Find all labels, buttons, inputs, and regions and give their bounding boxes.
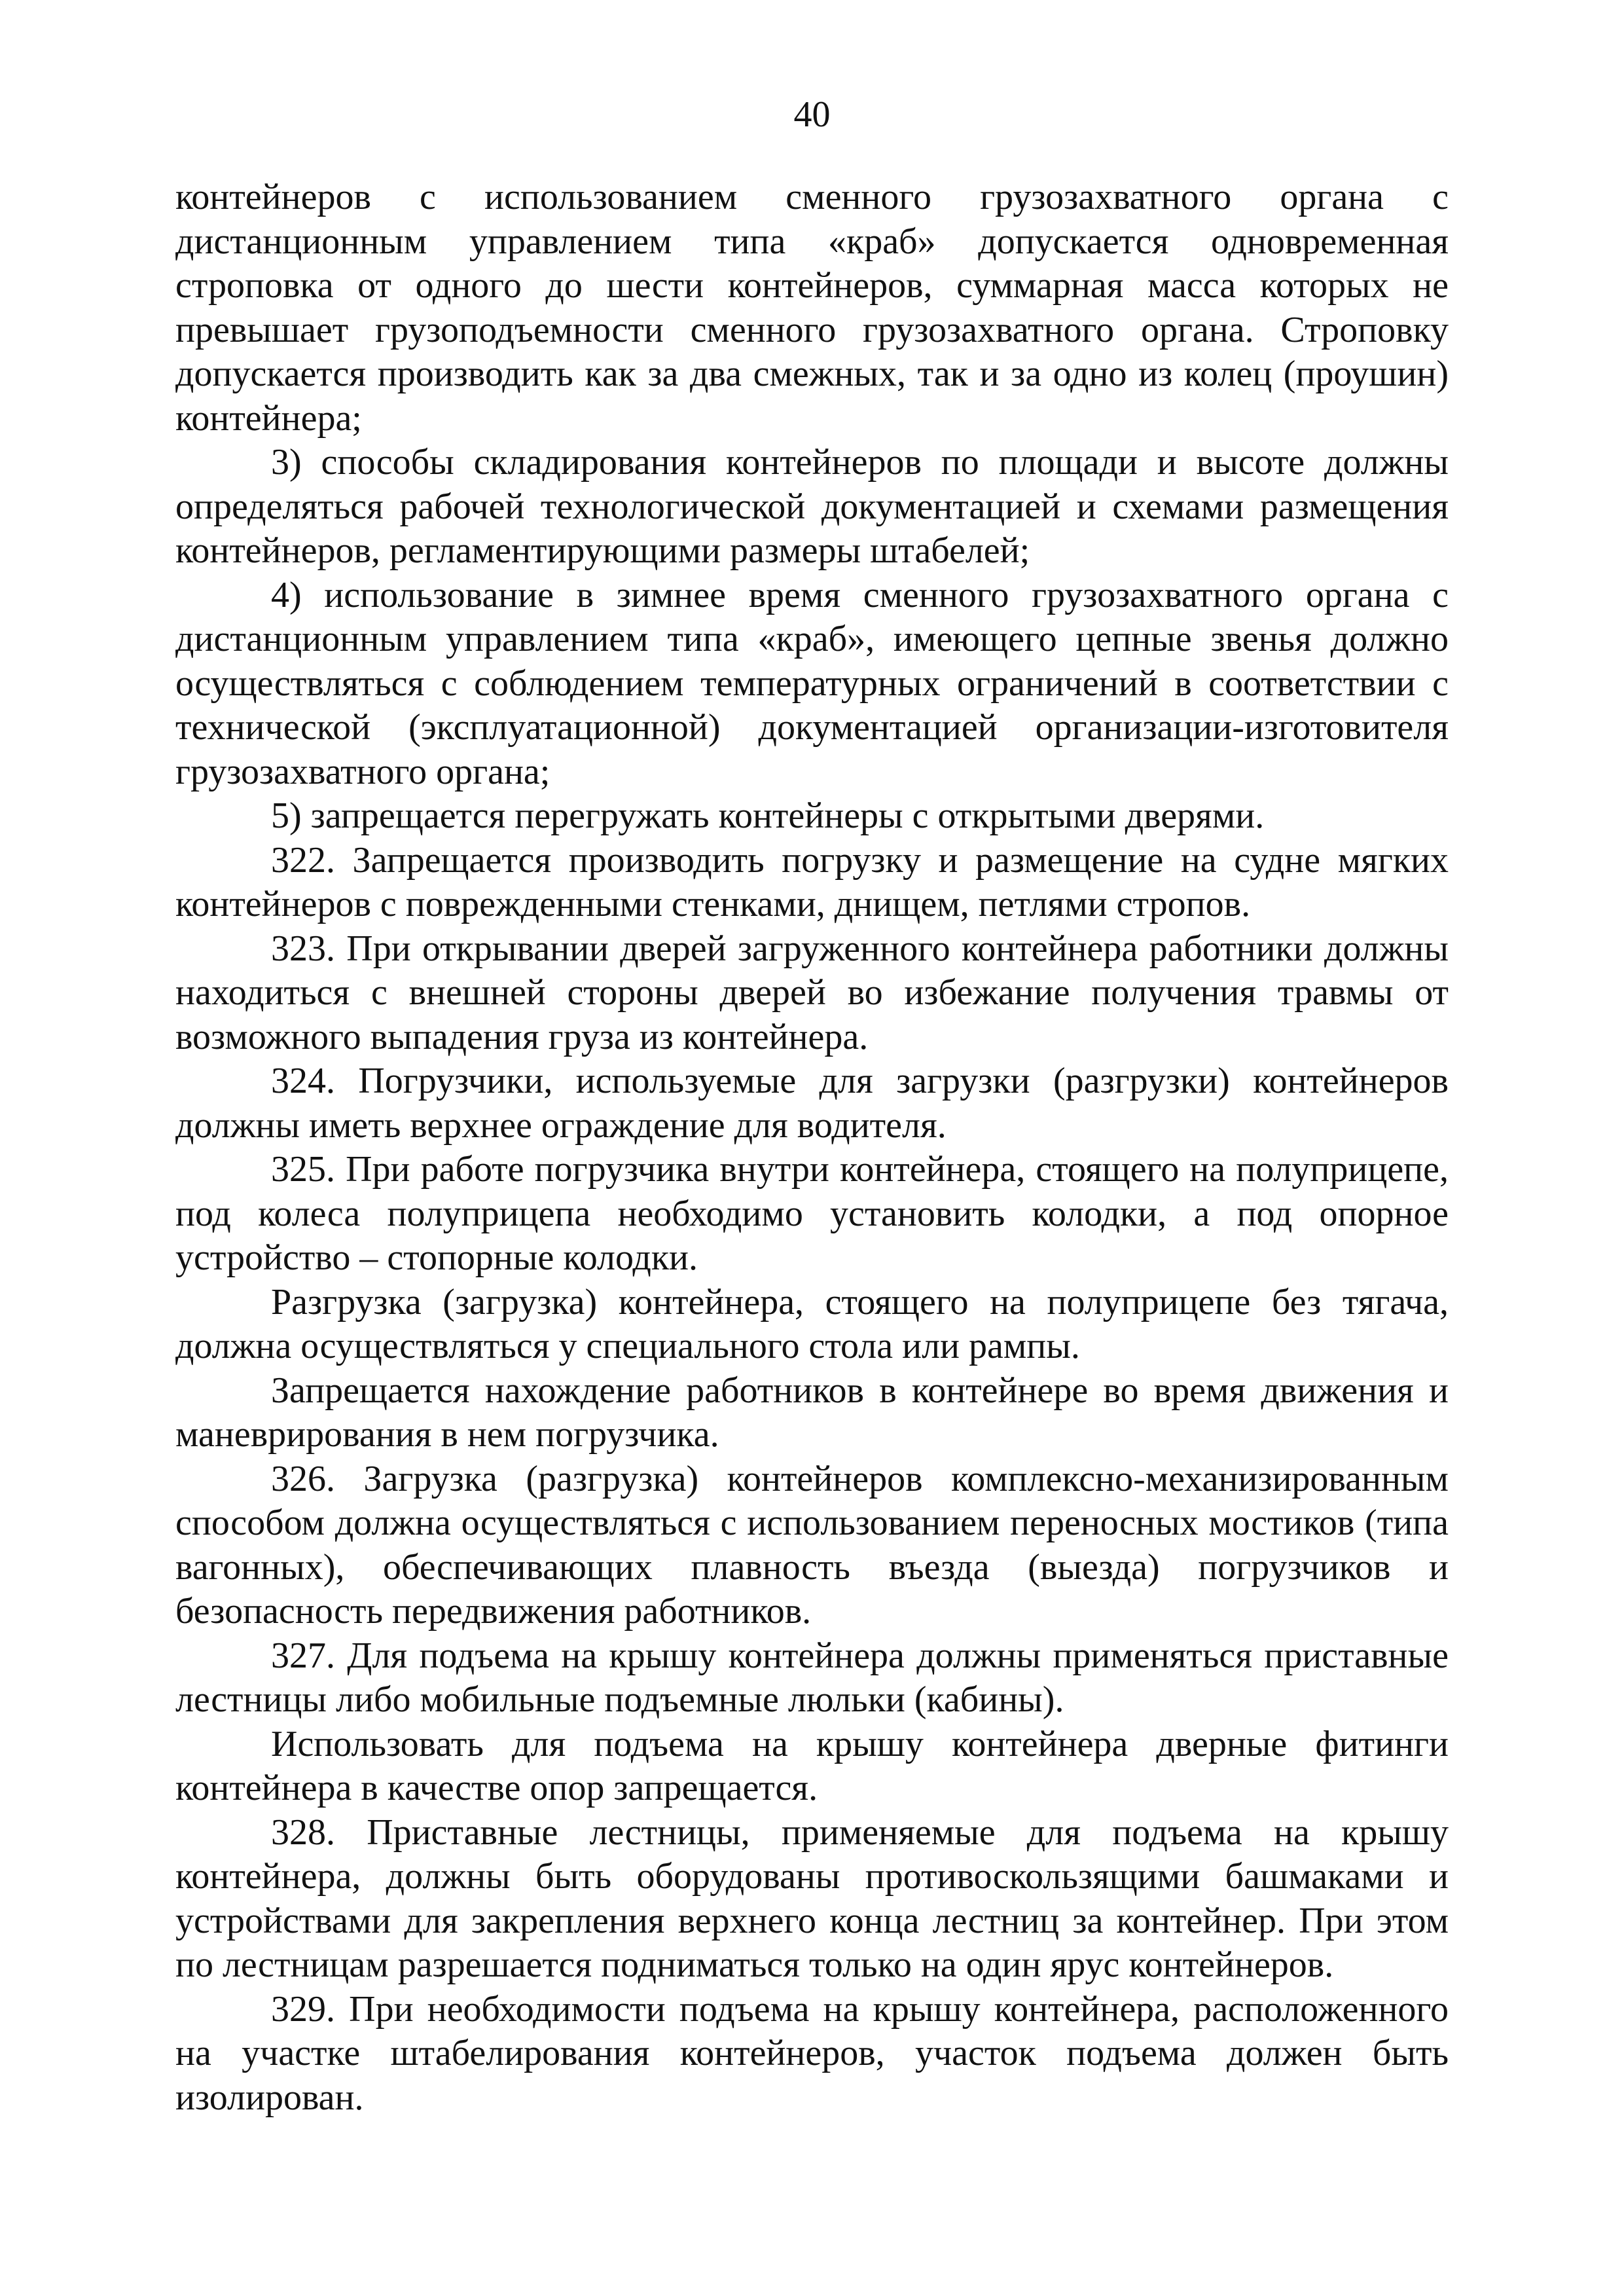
paragraph-item-5: 5) запрещается перегружать контейнеры с открытыми дверями. bbox=[271, 795, 1265, 836]
paragraph-325-unloading: Разгрузка (загрузка) контейнера, стоящего на полуприцепе без тягача, должна осуществляться у специального стола или рампы. bbox=[175, 1281, 1449, 1366]
paragraph-328: 328. Приставные лестницы, применяемые для подъема на крышу контейнера, должны быть оборудованы противоскользящими башмаками и устройствами для закрепления верхнего конца лестниц за контейнер. При этом по лестницам разрешается подниматься только на один ярус контейнеров. bbox=[175, 1812, 1449, 1985]
paragraph-327-fittings: Использовать для подъема на крышу контейнера дверные фитинги контейнера в качестве опор запрещается. bbox=[175, 1723, 1449, 1808]
paragraph-322: 322. Запрещается производить погрузку и размещение на судне мягких контейнеров с поврежденными стенками, днищем, петлями стропов. bbox=[175, 839, 1449, 924]
paragraph-325: 325. При работе погрузчика внутри контейнера, стоящего на полуприцепе, под колеса полуприцепа необходимо установить колодки, а под опорное устройство – стопорные колодки. bbox=[175, 1149, 1449, 1278]
paragraph-329: 329. При необходимости подъема на крышу контейнера, расположенного на участке штабелирования контейнеров, участок подъема должен быть изолирован. bbox=[175, 1988, 1449, 2118]
paragraph-continuation: контейнеров с использованием сменного грузозахватного органа с дистанционным управлением типа «краб» допускается одновременная строповка от одного до шести контейнеров, суммарная масса которых не превышает грузоподъемности сменного грузозахватного органа. Строповку допускается производить как за два смежных, так и за одно из колец (проушин) контейнера; bbox=[175, 177, 1449, 439]
paragraph-325-prohibition: Запрещается нахождение работников в контейнере во время движения и маневрирования в нем погрузчика. bbox=[175, 1370, 1449, 1455]
page-number: 40 bbox=[793, 94, 831, 135]
paragraph-item-3: 3) способы складирования контейнеров по площади и высоте должны определяться рабочей технологической документацией и схемами размещения контейнеров, регламентирующими размеры штабелей; bbox=[175, 442, 1449, 571]
paragraph-323: 323. При открывании дверей загруженного контейнера работники должны находиться с внешней стороны дверей во избежание получения травмы от возможного выпадения груза из контейнера. bbox=[175, 928, 1449, 1057]
paragraph-item-4: 4) использование в зимнее время сменного грузозахватного органа с дистанционным управлением типа «краб», имеющего цепные звенья должно осуществляться с соблюдением температурных ограничений в соответствии с технической (эксплуатационной) документацией организации-изготовителя грузозахватного органа; bbox=[175, 574, 1449, 792]
paragraph-324: 324. Погрузчики, используемые для загрузки (разгрузки) контейнеров должны иметь верхнее ограждение для водителя. bbox=[175, 1061, 1449, 1146]
paragraph-326: 326. Загрузка (разгрузка) контейнеров комплексно-механизированным способом должна осуществляться с использованием переносных мостиков (типа вагонных), обеспечивающих плавность въезда (выезда) погрузчиков и безопасность передвижения работников. bbox=[175, 1458, 1449, 1631]
document-body bbox=[175, 175, 1449, 2120]
paragraph-327: 327. Для подъема на крышу контейнера должны применяться приставные лестницы либо мобильные подъемные люльки (кабины). bbox=[175, 1635, 1449, 1720]
